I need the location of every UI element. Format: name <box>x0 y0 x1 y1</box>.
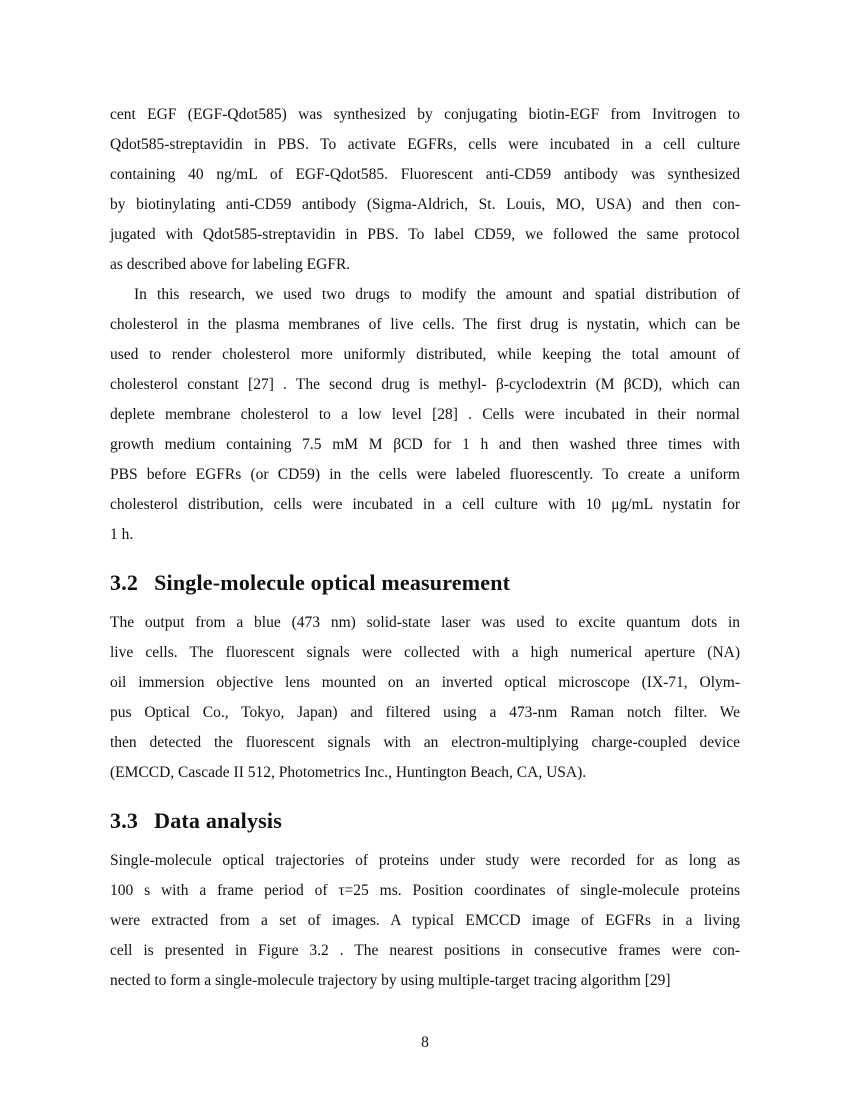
text-line: Qdot585-streptavidin in PBS. To activate EGFRs, cells were incubated in a cell culture <box>110 136 740 153</box>
paragraph-optical-measurement <box>110 608 740 788</box>
text-block <box>110 100 740 996</box>
text-line: containing 40 ng/mL of EGF-Qdot585. Fluorescent anti-CD59 antibody was synthesized <box>110 166 740 183</box>
page-number: 8 <box>421 1034 429 1051</box>
text-line: PBS before EGFRs (or CD59) in the cells were labeled fluorescently. To create a uniform <box>110 466 740 483</box>
text-line: used to render cholesterol more uniformly distributed, while keeping the total amount of <box>110 346 740 363</box>
paragraph-data-analysis <box>110 846 740 996</box>
paragraph-drugs <box>110 280 740 550</box>
section-title: Single-molecule optical measurement <box>154 570 511 595</box>
text-line: cholesterol constant [27] . The second drug is methyl- β-cyclodextrin (M βCD), which can <box>110 376 740 393</box>
text-line: cell is presented in Figure 3.2 . The nearest positions in consecutive frames were con- <box>110 942 740 959</box>
text-line: The output from a blue (473 nm) solid-state laser was used to excite quantum dots in <box>110 614 740 631</box>
text-line: jugated with Qdot585-streptavidin in PBS. To label CD59, we followed the same protocol <box>110 226 740 243</box>
text-line: were extracted from a set of images. A typical EMCCD image of EGFRs in a living <box>110 912 740 929</box>
text-line: 100 s with a frame period of τ=25 ms. Position coordinates of single-molecule proteins <box>110 882 740 899</box>
text-line: deplete membrane cholesterol to a low level [28] . Cells were incubated in their normal <box>110 406 740 423</box>
text-line: growth medium containing 7.5 mM M βCD for 1 h and then washed three times with <box>110 436 740 453</box>
text-line: live cells. The fluorescent signals were collected with a high numerical aperture (NA) <box>110 644 740 661</box>
text-line: 1 h. <box>110 526 134 543</box>
text-line: oil immersion objective lens mounted on an inverted optical microscope (IX-71, Olym- <box>110 674 740 691</box>
section-number: 3.3 <box>110 808 139 833</box>
section-number: 3.2 <box>110 570 139 595</box>
text-line: cent EGF (EGF-Qdot585) was synthesized by conjugating biotin-EGF from Invitrogen to <box>110 106 740 123</box>
text-line: (EMCCD, Cascade II 512, Photometrics Inc., Huntington Beach, CA, USA). <box>110 764 587 781</box>
text-line: Single-molecule optical trajectories of proteins under study were recorded for as long as <box>110 852 740 869</box>
text-line: cholesterol in the plasma membranes of live cells. The first drug is nystatin, which can be <box>110 316 740 333</box>
section-heading-3-2 <box>110 566 740 600</box>
text-line: then detected the fluorescent signals with an electron-multiplying charge-coupled device <box>110 734 740 751</box>
text-line: In this research, we used two drugs to modify the amount and spatial distribution of <box>134 286 740 303</box>
paragraph-labeling <box>110 100 740 280</box>
text-line: pus Optical Co., Tokyo, Japan) and filtered using a 473-nm Raman notch filter. We <box>110 704 740 721</box>
section-heading-3-3 <box>110 804 740 838</box>
section-title: Data analysis <box>154 808 283 833</box>
text-line: cholesterol distribution, cells were incubated in a cell culture with 10 μg/mL nystatin for <box>110 496 740 513</box>
text-line: by biotinylating anti-CD59 antibody (Sigma-Aldrich, St. Louis, MO, USA) and then con- <box>110 196 740 213</box>
text-line: as described above for labeling EGFR. <box>110 256 351 273</box>
text-line: nected to form a single-molecule trajectory by using multiple-target tracing algorithm [29] <box>110 972 671 989</box>
